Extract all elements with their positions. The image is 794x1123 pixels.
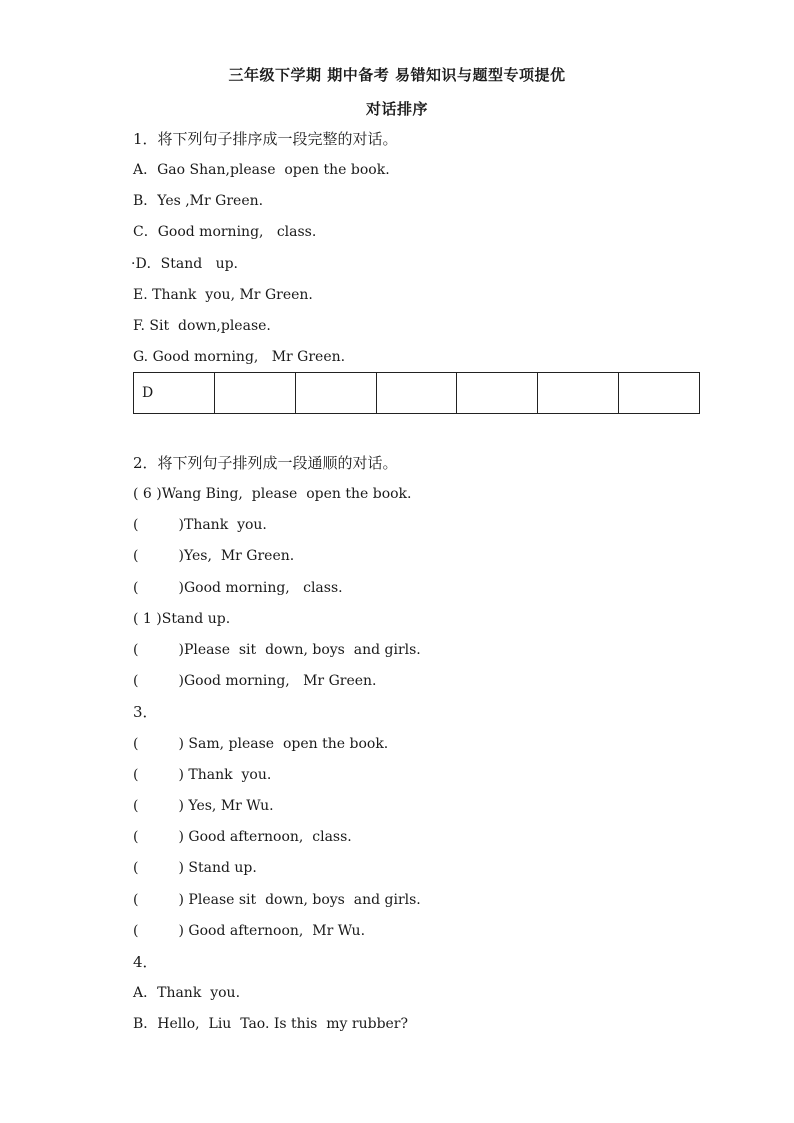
q1-option-d: ·D．Stand up. bbox=[131, 256, 238, 272]
q2-item-1: ( 6 )Wang Bing, please open the book. bbox=[133, 486, 412, 502]
q2-item-2: ( )Thank you. bbox=[133, 517, 267, 533]
answer-cell-5[interactable] bbox=[457, 373, 538, 414]
q1-option-c: C．Good morning, class. bbox=[133, 224, 317, 240]
q2-item-7: ( )Good morning, Mr Green. bbox=[133, 673, 377, 689]
q3-item-3: ( ) Yes, Mr Wu. bbox=[133, 798, 274, 814]
q2-item-5: ( 1 )Stand up. bbox=[133, 611, 231, 627]
q3-item-7: ( ) Good afternoon, Mr Wu. bbox=[133, 923, 366, 939]
question-1-title: 1．将下列句子排序成一段完整的对话。 bbox=[133, 130, 398, 148]
q1-option-g: G. Good morning, Mr Green. bbox=[133, 349, 346, 365]
q3-item-6: ( ) Please sit down, boys and girls. bbox=[133, 892, 421, 908]
answer-cell-1[interactable]: D bbox=[134, 373, 215, 414]
q1-option-b: B．Yes ,Mr Green. bbox=[133, 193, 264, 209]
q1-option-a: A．Gao Shan,please open the book. bbox=[133, 162, 390, 178]
q3-item-1: ( ) Sam, please open the book. bbox=[133, 736, 389, 752]
q2-item-3: ( )Yes, Mr Green. bbox=[133, 548, 295, 564]
q1-answer-table bbox=[133, 372, 700, 414]
q3-item-2: ( ) Thank you. bbox=[133, 767, 272, 783]
document-subtitle: 对话排序 bbox=[365, 100, 428, 118]
q4-option-a: A．Thank you. bbox=[133, 985, 241, 1001]
answer-row bbox=[134, 373, 700, 414]
q1-option-f: F. Sit down,please. bbox=[133, 318, 271, 334]
answer-cell-7[interactable] bbox=[619, 373, 700, 414]
q2-item-4: ( )Good morning, class. bbox=[133, 580, 343, 596]
q1-option-e: E. Thank you, Mr Green. bbox=[133, 287, 313, 303]
q3-item-4: ( ) Good afternoon, class. bbox=[133, 829, 352, 845]
answer-cell-6[interactable] bbox=[538, 373, 619, 414]
question-3-title: 3． bbox=[133, 703, 158, 721]
answer-cell-3[interactable] bbox=[295, 373, 376, 414]
answer-cell-2[interactable] bbox=[214, 373, 295, 414]
question-2-title: 2．将下列句子排列成一段通顺的对话。 bbox=[133, 454, 398, 472]
q4-option-b: B．Hello, Liu Tao. Is this my rubber? bbox=[133, 1016, 409, 1032]
answer-cell-4[interactable] bbox=[376, 373, 457, 414]
q2-item-6: ( )Please sit down, boys and girls. bbox=[133, 642, 421, 658]
q3-item-5: ( ) Stand up. bbox=[133, 860, 257, 876]
document-title: 三年级下学期 期中备考 易错知识与题型专项提优 bbox=[228, 66, 566, 84]
question-4-title: 4． bbox=[133, 953, 158, 971]
